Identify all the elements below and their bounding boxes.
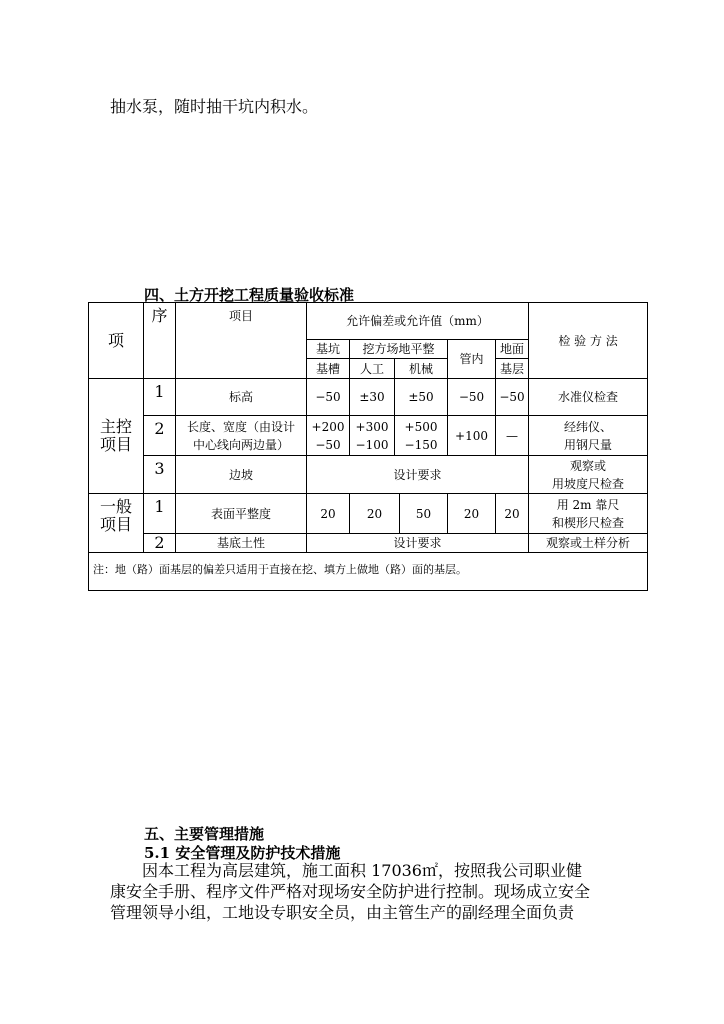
row-item: 表面平整度	[176, 494, 307, 534]
cell-rengong: 20	[350, 494, 400, 534]
row-item: 标高	[176, 379, 307, 416]
cell-method: 观察或土样分析	[529, 534, 648, 553]
cell-method-line-1: 用 2m 靠尺	[556, 497, 620, 512]
header-xiangmu: 项目	[176, 303, 307, 379]
cell-rengong-upper: +300	[355, 419, 389, 434]
cell-method	[529, 494, 648, 534]
table-row	[89, 494, 648, 534]
cell-guannei: 20	[448, 494, 496, 534]
table-row	[89, 534, 648, 553]
cell-guannei: +100	[448, 416, 496, 456]
general-category-line-1: 一般	[99, 497, 132, 516]
table-row	[89, 456, 648, 494]
cell-rengong	[350, 416, 395, 456]
header-jikeng-2: 基槽	[307, 359, 350, 379]
row-no: 2	[144, 416, 176, 456]
main-category-line-1: 主控	[99, 417, 132, 436]
main-category	[89, 379, 144, 494]
row-item: 边坡	[176, 456, 307, 494]
header-jixie: 机械	[395, 359, 448, 379]
cell-method	[529, 416, 648, 456]
row-item: 基底土性	[176, 534, 307, 553]
note-row	[89, 553, 648, 591]
header-xu: 序	[144, 303, 176, 379]
cell-jixie-lower: −150	[404, 437, 438, 452]
table-note: 注：地（路）面基层的偏差只适用于直接在挖、填方上做地（路）面的基层。	[89, 553, 648, 591]
section-4-title: 四、土方开挖工程质量验收标准	[144, 286, 355, 304]
cell-dimian: —	[496, 416, 529, 456]
cell-method-line-2: 用钢尺量	[564, 437, 613, 452]
row-item	[176, 416, 307, 456]
cell-jikeng: −50	[307, 379, 350, 416]
header-guannei: 管内	[448, 340, 496, 379]
row-item-line-1: 长度、宽度（由设计	[186, 419, 295, 434]
cell-value: 设计要求	[307, 534, 529, 553]
row-no: 1	[144, 494, 176, 534]
row-no: 1	[144, 379, 176, 416]
top-text: 抽水泵，随时抽干坑内积水。	[110, 97, 319, 116]
paragraph-line-1: 因本工程为高层建筑，施工面积 17036㎡，按照我公司职业健	[142, 861, 582, 880]
cell-method-line-2: 和楔形尺检查	[552, 515, 625, 530]
row-no: 3	[144, 456, 176, 494]
header-method: 检 验 方 法	[529, 303, 648, 379]
section-5-title: 五、主要管理措施	[144, 825, 265, 843]
table-row	[89, 379, 648, 416]
header-row-1	[89, 303, 648, 340]
body-paragraph	[110, 860, 618, 923]
cell-jixie	[395, 416, 448, 456]
cell-method	[529, 456, 648, 494]
header-allow: 允许偏差或允许值（mm）	[307, 303, 529, 340]
quality-standard-table	[88, 302, 648, 591]
header-dimian-1: 地面	[496, 340, 529, 359]
cell-method-line-1: 观察或	[570, 458, 607, 473]
paragraph-line-2: 康安全手册、程序文件严格对现场安全防护进行控制。现场成立安全	[110, 882, 591, 901]
main-category-line-2: 项目	[99, 435, 132, 454]
cell-method: 水准仪检查	[529, 379, 648, 416]
header-dimian-2: 基层	[496, 359, 529, 379]
header-jikeng-1: 基坑	[307, 340, 350, 359]
paragraph-line-3: 管理领导小组，工地设专职安全员，由主管生产的副经理全面负责	[110, 903, 575, 922]
cell-jixie: 50	[400, 494, 448, 534]
cell-dimian: 20	[496, 494, 529, 534]
cell-rengong: ±30	[350, 379, 395, 416]
cell-guannei: −50	[448, 379, 496, 416]
row-no: 2	[144, 534, 176, 553]
general-category	[89, 494, 144, 553]
cell-dimian: −50	[496, 379, 529, 416]
cell-jikeng	[307, 416, 350, 456]
header-rengong: 人工	[350, 359, 395, 379]
cell-jikeng-lower: −50	[315, 437, 341, 452]
cell-method-line-1: 经纬仪、	[564, 419, 613, 434]
cell-jixie-upper: +500	[404, 419, 438, 434]
table-row	[89, 416, 648, 456]
cell-jikeng-upper: +200	[311, 419, 345, 434]
cell-value: 设计要求	[307, 456, 529, 494]
cell-rengong-lower: −100	[355, 437, 389, 452]
header-xiang: 项	[89, 303, 144, 379]
cell-jixie: ±50	[395, 379, 448, 416]
section-5-1-title: 5.1 安全管理及防护技术措施	[144, 844, 341, 862]
cell-jikeng: 20	[307, 494, 350, 534]
header-wafang: 挖方场地平整	[350, 340, 448, 359]
cell-method-line-2: 用坡度尺检查	[552, 476, 625, 491]
row-item-line-2: 中心线向两边量）	[192, 437, 289, 452]
general-category-line-2: 项目	[99, 515, 132, 534]
